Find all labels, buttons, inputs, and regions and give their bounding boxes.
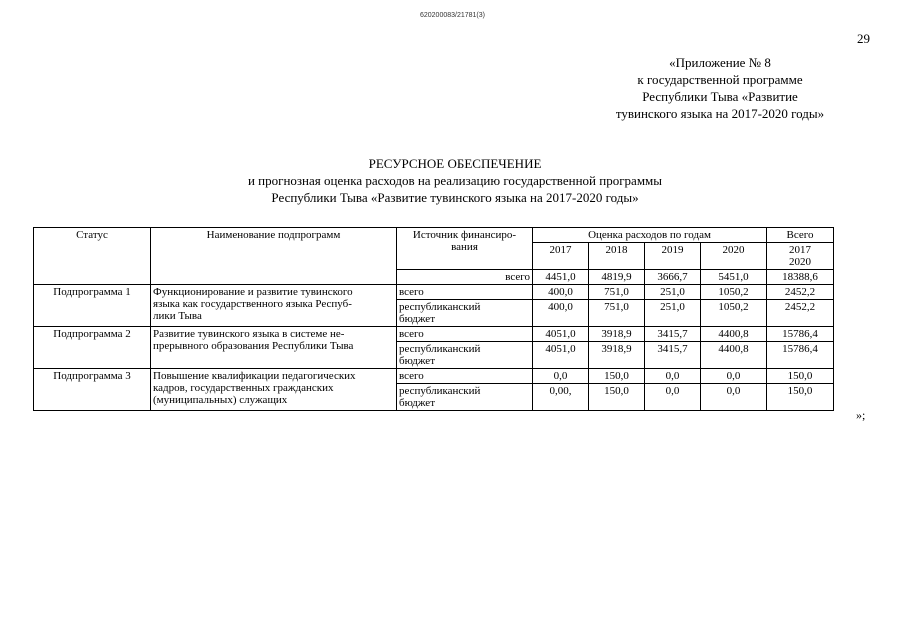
- value-cell: 751,0: [589, 300, 645, 327]
- header-total-years: [767, 243, 834, 270]
- source-line: республиканский: [399, 301, 481, 313]
- source-cell: всего: [397, 285, 533, 300]
- source-cell: всего: [397, 270, 533, 285]
- value-cell: 3918,9: [589, 342, 645, 369]
- value-cell: 4400,8: [701, 342, 767, 369]
- header-year: 2017: [533, 243, 589, 270]
- value-cell: 251,0: [645, 285, 701, 300]
- source-cell: [397, 300, 533, 327]
- resource-table: [33, 227, 834, 411]
- program-name-line: Развитие тувинского языка в системе не-: [153, 328, 345, 340]
- header-total-year-line: 2020: [789, 256, 811, 268]
- status-cell: Подпрограмма 1: [34, 285, 151, 327]
- program-name-line: (муниципальных) служащих: [153, 394, 288, 406]
- program-name-line: Функционирование и развитие тувинского: [153, 286, 353, 298]
- value-cell: 150,0: [767, 384, 834, 411]
- value-cell: 5451,0: [701, 270, 767, 285]
- value-cell: 4400,8: [701, 327, 767, 342]
- program-name-line: кадров, государственных гражданских: [153, 382, 334, 394]
- value-cell: 2452,2: [767, 300, 834, 327]
- appendix-line: к государственной программе: [637, 72, 803, 87]
- source-line: бюджет: [399, 397, 435, 409]
- header-year: 2020: [701, 243, 767, 270]
- value-cell: 4051,0: [533, 327, 589, 342]
- header-source-line: вания: [451, 241, 478, 253]
- source-cell: [397, 384, 533, 411]
- value-cell: 0,0: [645, 369, 701, 384]
- source-cell: [397, 342, 533, 369]
- source-line: республиканский: [399, 343, 481, 355]
- value-cell: 251,0: [645, 300, 701, 327]
- value-cell: 3415,7: [645, 327, 701, 342]
- program-name-cell: [151, 285, 397, 327]
- value-cell: 751,0: [589, 285, 645, 300]
- header-estimate: Оценка расходов по годам: [533, 228, 767, 243]
- status-cell: Подпрограмма 2: [34, 327, 151, 369]
- title-line: РЕСУРСНОЕ ОБЕСПЕЧЕНИЕ: [368, 156, 542, 171]
- header-status: Статус: [34, 228, 151, 285]
- value-cell: 4819,9: [589, 270, 645, 285]
- value-cell: 150,0: [589, 369, 645, 384]
- value-cell: 0,00,: [533, 384, 589, 411]
- header-source: [397, 228, 533, 270]
- program-name-line: языка как государственного языка Респуб-: [153, 298, 352, 310]
- status-cell: Подпрограмма 3: [34, 369, 151, 411]
- header-year: 2018: [589, 243, 645, 270]
- program-name-cell: [151, 327, 397, 369]
- title-line: и прогнозная оценка расходов на реализацию государственной программы: [247, 173, 663, 188]
- header-name: Наименование подпрограмм: [151, 228, 397, 285]
- value-cell: 0,0: [701, 384, 767, 411]
- value-cell: 4451,0: [533, 270, 589, 285]
- document-id: 620200083/21781(3): [419, 12, 485, 19]
- value-cell: 3918,9: [589, 327, 645, 342]
- table-row: [34, 327, 834, 342]
- value-cell: 1050,2: [701, 285, 767, 300]
- value-cell: 0,0: [533, 369, 589, 384]
- header-source-line: Источник финансиро-: [412, 229, 517, 241]
- table-row: [34, 369, 834, 384]
- value-cell: 15786,4: [767, 327, 834, 342]
- value-cell: 18388,6: [767, 270, 834, 285]
- program-name-cell: [151, 369, 397, 411]
- appendix-line: тувинского языка на 2017-2020 годы»: [615, 106, 825, 121]
- title-line: Республики Тыва «Развитие тувинского языка на 2017-2020 годы»: [271, 190, 639, 205]
- program-name-line: Повышение квалификации педагогических: [153, 370, 356, 382]
- header-total: Всего: [767, 228, 834, 243]
- source-line: республиканский: [399, 385, 481, 397]
- header-year: 2019: [645, 243, 701, 270]
- value-cell: 150,0: [767, 369, 834, 384]
- value-cell: 4051,0: [533, 342, 589, 369]
- source-cell: всего: [397, 369, 533, 384]
- source-cell: всего: [397, 327, 533, 342]
- page-number: 29: [857, 31, 870, 46]
- value-cell: 150,0: [589, 384, 645, 411]
- value-cell: 400,0: [533, 300, 589, 327]
- table-header-row: [34, 228, 834, 243]
- value-cell: 3415,7: [645, 342, 701, 369]
- value-cell: 3666,7: [645, 270, 701, 285]
- value-cell: 15786,4: [767, 342, 834, 369]
- value-cell: 0,0: [645, 384, 701, 411]
- source-line: бюджет: [399, 313, 435, 325]
- value-cell: 400,0: [533, 285, 589, 300]
- value-cell: 0,0: [701, 369, 767, 384]
- document-title: [150, 155, 760, 206]
- table-row: [34, 285, 834, 300]
- closing-quote-mark: »;: [856, 408, 866, 422]
- program-name-line: лики Тыва: [153, 310, 202, 322]
- source-line: бюджет: [399, 355, 435, 367]
- appendix-line: Республики Тыва «Развитие: [642, 89, 798, 104]
- appendix-header: [590, 54, 850, 122]
- value-cell: 2452,2: [767, 285, 834, 300]
- value-cell: 1050,2: [701, 300, 767, 327]
- program-name-line: прерывного образования Республики Тыва: [153, 340, 354, 352]
- appendix-line: «Приложение № 8: [669, 55, 771, 70]
- header-total-year-line: 2017: [789, 244, 811, 256]
